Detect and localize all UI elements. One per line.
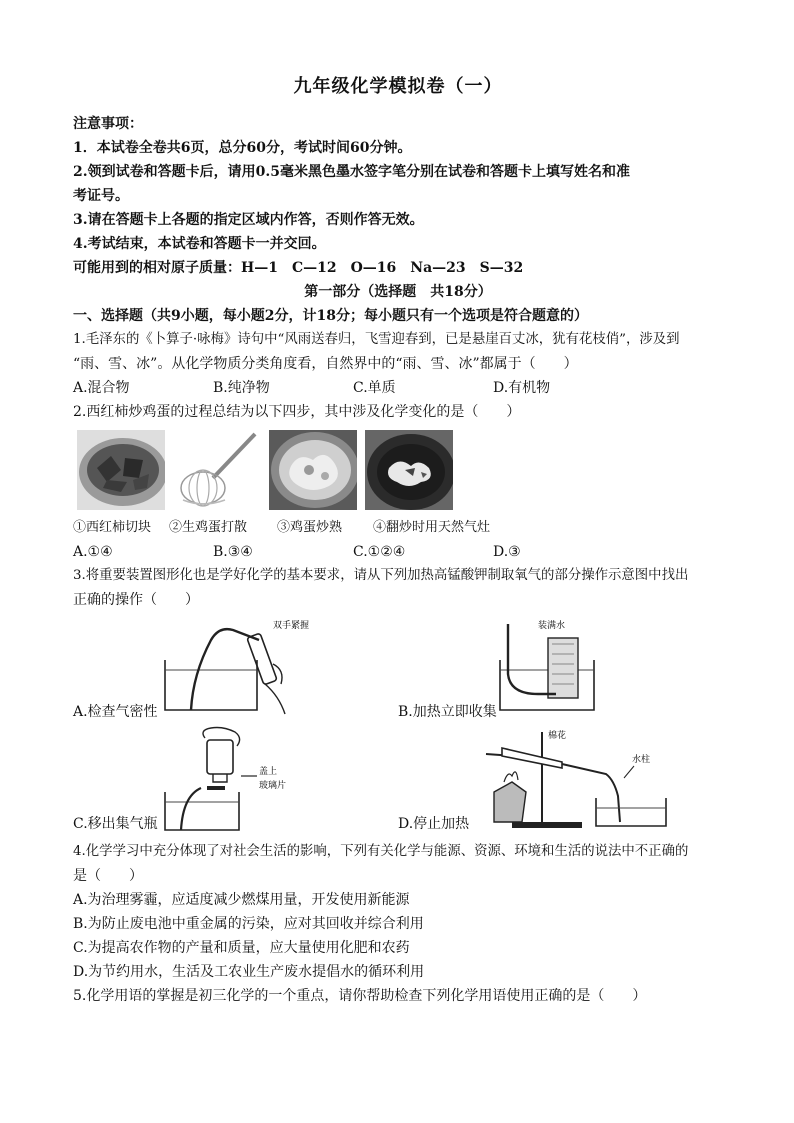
q3-label-c2: 玻璃片	[259, 781, 287, 791]
q2-option-c: C.①②④	[353, 544, 406, 560]
q5-stem: 5.化学用语的掌握是初三化学的一个重点，请你帮助检查下列化学用语使用正确的是（ ）	[73, 988, 647, 1004]
q4-option-d: D.为节约用水，生活及工农业生产废水提倡水的循环利用	[73, 964, 425, 980]
q3-option-c: C.移出集气瓶	[73, 816, 158, 832]
notice-item-4: 4.考试结束，本试卷和答题卡一并交回。	[73, 236, 326, 252]
move-bottle-diagram	[161, 726, 311, 834]
q2-caption-3: ③鸡蛋炒熟	[277, 520, 343, 535]
q3-label-d2: 水柱	[632, 755, 651, 765]
q2-option-d: D.③	[493, 544, 521, 560]
q2-caption-2: ②生鸡蛋打散	[169, 520, 248, 535]
q2-caption-4: ④翻炒时用天然气灶	[373, 520, 491, 535]
q3-cell-d	[398, 726, 723, 836]
q1-option-b: B.纯净物	[213, 380, 270, 396]
q2-caption-1: ①西红柿切块	[73, 520, 152, 535]
q4-option-b: B.为防止废电池中重金属的污染，应对其回收并综合利用	[73, 916, 424, 932]
q3-stem-line1: 3.将重要装置图形化也是学好化学的基本要求，请从下列加热高锰酸钾制取氧气的部分操作示意图中找出	[73, 568, 689, 583]
q1-option-a: A.混合物	[73, 380, 130, 396]
q2-photos	[77, 430, 723, 510]
q4-stem-line1: 4.化学学习中充分体现了对社会生活的影响，下列有关化学与能源、资源、环境和生活的说法中不正确的	[73, 844, 689, 859]
tomato-bowl-photo	[77, 430, 165, 510]
collect-gas-diagram	[498, 614, 648, 722]
q2-option-b: B.③④	[213, 544, 253, 560]
q2-captions	[73, 516, 723, 540]
q4-option-c: C.为提高农作物的产量和质量，应大量使用化肥和农药	[73, 940, 410, 956]
page-title: 九年级化学模拟卷（一）	[293, 76, 503, 97]
notice-item-1: 1．本试卷全卷共6页，总分60分，考试时间60分钟。	[73, 140, 412, 156]
q1-option-c: C.单质	[353, 380, 396, 396]
q3-label-d1: 棉花	[548, 731, 567, 741]
whisk-photo	[173, 430, 261, 510]
atomic-mass: 可能用到的相对原子质量：H—1 C—12 O—16 Na—23 S—32	[73, 260, 524, 276]
q1-options	[73, 376, 723, 400]
q3-cell-c	[73, 726, 398, 836]
stir-fry-photo	[365, 430, 453, 510]
notice-item-2-cont: 考证号。	[73, 188, 129, 204]
q2-option-a: A.①④	[73, 544, 113, 560]
q3-stem-line2: 正确的操作（ ）	[73, 592, 199, 608]
q1-stem-line1: 1.毛泽东的《卜算子·咏梅》诗句中“风雨送春归，飞雪迎春到，已是悬崖百丈冰，犹有花枝俏”，涉及到	[73, 332, 680, 347]
q4-stem-line2: 是（ ）	[73, 868, 143, 884]
notice-item-3: 3.请在答题卡上各题的指定区域内作答，否则作答无效。	[73, 212, 424, 228]
q3-option-a: A.检查气密性	[73, 704, 158, 720]
q3-diagram-row-2	[73, 726, 723, 836]
q1-stem-line2: “雨、雪、冰”。从化学物质分类角度看，自然界中的“雨、雪、冰”都属于（ ）	[73, 356, 578, 372]
part1-heading: 第一部分（选择题 共18分）	[304, 284, 492, 300]
q3-cell-b	[398, 614, 723, 724]
q3-cell-a	[73, 614, 398, 724]
q3-option-d: D.停止加热	[398, 816, 470, 832]
stop-heating-diagram	[482, 726, 682, 834]
notice-heading: 注意事项：	[73, 116, 143, 132]
q3-diagram-row-1	[73, 614, 723, 724]
section-heading: 一、选择题（共9小题，每小题2分，计18分；每小题只有一个选项是符合题意的）	[73, 308, 588, 324]
q4-option-a: A.为治理雾霾，应适度减少燃煤用量，开发使用新能源	[73, 892, 410, 908]
airtightness-check-diagram	[161, 614, 311, 722]
notice-item-2: 2.领到试卷和答题卡后，请用0.5毫米黑色墨水签字笔分别在试卷和答题卡上填写姓名和准	[73, 164, 630, 180]
q2-options	[73, 540, 723, 564]
q3-label-a: 双手紧握	[273, 621, 310, 631]
q3-label-c1: 盖上	[259, 767, 278, 777]
q2-stem: 2.西红柿炒鸡蛋的过程总结为以下四步，其中涉及化学变化的是（ ）	[73, 404, 521, 420]
q3-label-b: 装满水	[538, 621, 566, 631]
exam-page	[73, 72, 723, 1008]
q3-option-b: B.加热立即收集	[398, 704, 497, 720]
scrambled-egg-photo	[269, 430, 357, 510]
q1-option-d: D.有机物	[493, 380, 551, 396]
